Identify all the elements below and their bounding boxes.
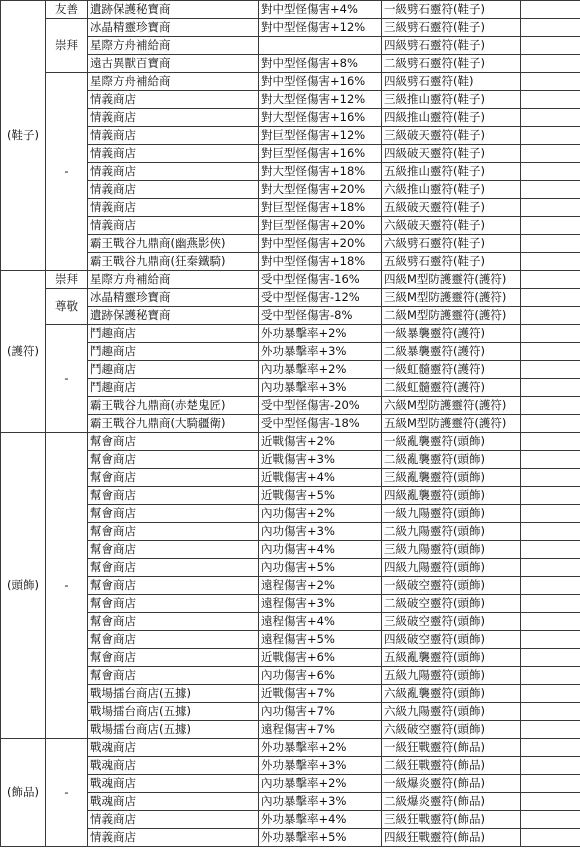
table-row — [1, 289, 580, 307]
talisman-name-cell: 一級劈石靈符(鞋子) — [382, 1, 521, 19]
shop-cell: 情義商店 — [88, 145, 259, 163]
shop-cell: 戰場擂台商店(五據) — [88, 703, 259, 721]
shop-cell: 星際方舟補給商 — [88, 37, 259, 55]
effect-cell: 對大型怪傷害+16% — [259, 109, 382, 127]
effect-cell: 遠程傷害+2% — [259, 577, 382, 595]
effect-cell: 內功暴擊率+3% — [259, 379, 382, 397]
shop-cell: 遠古異獸百寶商 — [88, 55, 259, 73]
blank-cell — [521, 487, 580, 505]
shop-cell: 冰晶精靈珍寶商 — [88, 289, 259, 307]
shop-cell: 幫會商店 — [88, 433, 259, 451]
shop-cell: 幫會商店 — [88, 631, 259, 649]
shop-cell: 情義商店 — [88, 109, 259, 127]
table-row — [1, 181, 580, 199]
blank-cell — [521, 469, 580, 487]
table-row — [1, 595, 580, 613]
shop-cell: 情義商店 — [88, 199, 259, 217]
talisman-name-cell: 二級劈石靈符(鞋子) — [382, 55, 521, 73]
effect-cell: 近戰傷害+5% — [259, 487, 382, 505]
effect-cell: 對中型怪傷害+20% — [259, 235, 382, 253]
effect-cell: 近戰傷害+2% — [259, 433, 382, 451]
shop-cell: 戰魂商店 — [88, 757, 259, 775]
table-row — [1, 109, 580, 127]
shop-cell: 情義商店 — [88, 811, 259, 829]
table-row — [1, 73, 580, 91]
blank-cell — [521, 811, 580, 829]
blank-cell — [521, 379, 580, 397]
table-row — [1, 649, 580, 667]
blank-cell — [521, 577, 580, 595]
shop-cell: 霸王戰谷九鼎商(狂秦鐵騎) — [88, 253, 259, 271]
shop-cell: 鬥趣商店 — [88, 379, 259, 397]
talisman-name-cell: 三級破天靈符(鞋子) — [382, 127, 521, 145]
table-row — [1, 451, 580, 469]
effect-cell: 對巨型怪傷害+16% — [259, 145, 382, 163]
talisman-name-cell: 四級劈石靈符(鞋) — [382, 73, 521, 91]
effect-cell: 對巨型怪傷害+20% — [259, 217, 382, 235]
talisman-name-cell: 二級亂襲靈符(頭飾) — [382, 451, 521, 469]
effect-cell: 對中型怪傷害+4% — [259, 1, 382, 19]
talisman-name-cell: 二級九陽靈符(頭飾) — [382, 523, 521, 541]
talisman-name-cell: 四級劈石靈符(鞋子) — [382, 37, 521, 55]
talisman-name-cell: 四級九陽靈符(頭飾) — [382, 559, 521, 577]
effect-cell: 近戰傷害+6% — [259, 649, 382, 667]
table-row — [1, 613, 580, 631]
shop-cell: 戰魂商店 — [88, 793, 259, 811]
blank-cell — [521, 559, 580, 577]
effect-cell: 對中型怪傷害+16% — [259, 73, 382, 91]
table-row — [1, 415, 580, 433]
talisman-name-cell: 五級推山靈符(鞋子) — [382, 163, 521, 181]
effect-cell: 近戰傷害+3% — [259, 451, 382, 469]
shop-cell: 情義商店 — [88, 181, 259, 199]
shop-cell: 幫會商店 — [88, 541, 259, 559]
blank-cell — [521, 649, 580, 667]
equipment-slot-cell: (鞋子) — [1, 1, 46, 271]
shop-cell: 鬥趣商店 — [88, 361, 259, 379]
reputation-cell: - — [46, 433, 88, 739]
table-row — [1, 37, 580, 55]
blank-cell — [521, 685, 580, 703]
table-row — [1, 577, 580, 595]
talisman-name-cell: 一級狂戰靈符(飾品) — [382, 739, 521, 757]
talisman-name-cell: 六級九陽靈符(頭飾) — [382, 703, 521, 721]
effect-cell: 對中型怪傷害+12% — [259, 19, 382, 37]
table-row — [1, 325, 580, 343]
shop-cell: 情義商店 — [88, 217, 259, 235]
table-row — [1, 505, 580, 523]
reputation-cell: 友善 — [46, 1, 88, 19]
blank-cell — [521, 361, 580, 379]
blank-cell — [521, 739, 580, 757]
table-row — [1, 685, 580, 703]
shop-cell: 星際方舟補給商 — [88, 73, 259, 91]
table-row — [1, 343, 580, 361]
table-row — [1, 559, 580, 577]
shop-cell: 幫會商店 — [88, 667, 259, 685]
shop-cell: 戰魂商店 — [88, 739, 259, 757]
effect-cell: 外功暴擊率+2% — [259, 739, 382, 757]
table-row — [1, 541, 580, 559]
table-row — [1, 127, 580, 145]
effect-cell: 對大型怪傷害+12% — [259, 91, 382, 109]
equipment-slot-cell: (護符) — [1, 271, 46, 433]
talisman-name-cell: 一級暴襲靈符(護符) — [382, 325, 521, 343]
talisman-name-cell: 六級劈石靈符(鞋子) — [382, 235, 521, 253]
talisman-name-cell: 三級M型防護靈符(護符) — [382, 289, 521, 307]
shop-cell: 情義商店 — [88, 127, 259, 145]
talisman-name-cell: 二級狂戰靈符(飾品) — [382, 757, 521, 775]
effect-cell: 對大型怪傷害+20% — [259, 181, 382, 199]
blank-cell — [521, 19, 580, 37]
blank-cell — [521, 397, 580, 415]
shop-cell: 幫會商店 — [88, 613, 259, 631]
talisman-name-cell: 二級爆炎靈符(飾品) — [382, 793, 521, 811]
talisman-name-cell: 四級推山靈符(鞋子) — [382, 109, 521, 127]
table-row — [1, 199, 580, 217]
shop-cell: 戰魂商店 — [88, 775, 259, 793]
effect-cell: 內功傷害+4% — [259, 541, 382, 559]
effect-cell: 外功暴擊率+3% — [259, 757, 382, 775]
table-row — [1, 829, 580, 847]
table-row — [1, 775, 580, 793]
talisman-name-cell: 六級M型防護靈符(護符) — [382, 397, 521, 415]
shop-cell: 情義商店 — [88, 163, 259, 181]
table-row — [1, 379, 580, 397]
table-row — [1, 739, 580, 757]
table-row — [1, 145, 580, 163]
talisman-name-cell: 一級九陽靈符(頭飾) — [382, 505, 521, 523]
talisman-name-cell: 六級破空靈符(頭飾) — [382, 721, 521, 739]
blank-cell — [521, 325, 580, 343]
talisman-name-cell: 三級亂襲靈符(頭飾) — [382, 469, 521, 487]
talisman-name-cell: 四級亂襲靈符(頭飾) — [382, 487, 521, 505]
talisman-name-cell: 一級亂襲靈符(頭飾) — [382, 433, 521, 451]
blank-cell — [521, 775, 580, 793]
table-row — [1, 91, 580, 109]
shop-cell: 幫會商店 — [88, 505, 259, 523]
table-row — [1, 703, 580, 721]
shop-cell: 幫會商店 — [88, 469, 259, 487]
equipment-slot-cell: (頭飾) — [1, 433, 46, 739]
effect-cell: 遠程傷害+3% — [259, 595, 382, 613]
effect-cell: 近戰傷害+7% — [259, 685, 382, 703]
blank-cell — [521, 127, 580, 145]
talisman-name-cell: 二級暴襲靈符(護符) — [382, 343, 521, 361]
table-row — [1, 757, 580, 775]
effect-cell: 內功暴擊率+3% — [259, 793, 382, 811]
effect-cell: 遠程傷害+4% — [259, 613, 382, 631]
effect-cell — [259, 37, 382, 55]
blank-cell — [521, 451, 580, 469]
effect-cell: 受中型怪傷害-20% — [259, 397, 382, 415]
shop-cell: 幫會商店 — [88, 523, 259, 541]
blank-cell — [521, 55, 580, 73]
table-row — [1, 811, 580, 829]
table-row — [1, 469, 580, 487]
talisman-name-cell: 二級虹髓靈符(護符) — [382, 379, 521, 397]
shop-cell: 幫會商店 — [88, 577, 259, 595]
blank-cell — [521, 37, 580, 55]
shop-cell: 幫會商店 — [88, 451, 259, 469]
table-row — [1, 361, 580, 379]
shop-cell: 情義商店 — [88, 91, 259, 109]
effect-cell: 受中型怪傷害-18% — [259, 415, 382, 433]
blank-cell — [521, 109, 580, 127]
shop-cell: 鬥趣商店 — [88, 325, 259, 343]
effect-cell: 內功暴擊率+2% — [259, 361, 382, 379]
blank-cell — [521, 667, 580, 685]
blank-cell — [521, 91, 580, 109]
blank-cell — [521, 271, 580, 289]
blank-cell — [521, 523, 580, 541]
talisman-name-cell: 二級M型防護靈符(護符) — [382, 307, 521, 325]
blank-cell — [521, 631, 580, 649]
talisman-name-cell: 五級M型防護靈符(護符) — [382, 415, 521, 433]
shop-cell: 鬥趣商店 — [88, 343, 259, 361]
talisman-name-cell: 三級九陽靈符(頭飾) — [382, 541, 521, 559]
talisman-name-cell: 三級劈石靈符(鞋子) — [382, 19, 521, 37]
blank-cell — [521, 757, 580, 775]
shop-cell: 戰場擂台商店(五據) — [88, 685, 259, 703]
table-row — [1, 271, 580, 289]
table-row — [1, 721, 580, 739]
blank-cell — [521, 595, 580, 613]
effect-cell: 近戰傷害+4% — [259, 469, 382, 487]
talisman-name-cell: 六級亂襲靈符(頭飾) — [382, 685, 521, 703]
table-row — [1, 631, 580, 649]
blank-cell — [521, 199, 580, 217]
effect-cell: 外功暴擊率+4% — [259, 811, 382, 829]
effect-cell: 受中型怪傷害-8% — [259, 307, 382, 325]
reputation-cell: - — [46, 73, 88, 271]
talisman-name-cell: 三級推山靈符(鞋子) — [382, 91, 521, 109]
blank-cell — [521, 415, 580, 433]
talisman-name-cell: 四級M型防護靈符(護符) — [382, 271, 521, 289]
blank-cell — [521, 181, 580, 199]
shop-cell: 星際方舟補給商 — [88, 271, 259, 289]
table-row — [1, 523, 580, 541]
shop-cell: 霸王戰谷九鼎商(赤楚鬼匠) — [88, 397, 259, 415]
table-row — [1, 19, 580, 37]
talisman-name-cell: 三級破空靈符(頭飾) — [382, 613, 521, 631]
blank-cell — [521, 217, 580, 235]
effect-cell: 內功傷害+5% — [259, 559, 382, 577]
shop-cell: 遺跡保護秘寶商 — [88, 307, 259, 325]
talisman-name-cell: 五級亂襲靈符(頭飾) — [382, 649, 521, 667]
effect-cell: 內功傷害+2% — [259, 505, 382, 523]
effect-cell: 受中型怪傷害-16% — [259, 271, 382, 289]
blank-cell — [521, 793, 580, 811]
blank-cell — [521, 433, 580, 451]
blank-cell — [521, 829, 580, 847]
table-row — [1, 163, 580, 181]
table-row — [1, 55, 580, 73]
talisman-name-cell: 五級九陽靈符(頭飾) — [382, 667, 521, 685]
table-row — [1, 307, 580, 325]
table-row — [1, 253, 580, 271]
talisman-name-cell: 四級狂戰靈符(飾品) — [382, 829, 521, 847]
effect-cell: 外功暴擊率+2% — [259, 325, 382, 343]
talisman-name-cell: 四級破空靈符(頭飾) — [382, 631, 521, 649]
table-row — [1, 217, 580, 235]
blank-cell — [521, 235, 580, 253]
reputation-cell: 崇拜 — [46, 271, 88, 289]
talisman-name-cell: 六級推山靈符(鞋子) — [382, 181, 521, 199]
talisman-name-cell: 六級破天靈符(鞋子) — [382, 217, 521, 235]
effect-cell: 遠程傷害+7% — [259, 721, 382, 739]
blank-cell — [521, 307, 580, 325]
effect-cell: 內功傷害+6% — [259, 667, 382, 685]
reputation-cell: - — [46, 739, 88, 847]
effect-cell: 外功暴擊率+3% — [259, 343, 382, 361]
effect-cell: 受中型怪傷害-12% — [259, 289, 382, 307]
effect-cell: 遠程傷害+5% — [259, 631, 382, 649]
effect-cell: 外功暴擊率+5% — [259, 829, 382, 847]
shop-cell: 幫會商店 — [88, 649, 259, 667]
shop-cell: 情義商店 — [88, 829, 259, 847]
shop-cell: 遺跡保護秘寶商 — [88, 1, 259, 19]
shop-cell: 幫會商店 — [88, 487, 259, 505]
table-row — [1, 487, 580, 505]
shop-cell: 幫會商店 — [88, 559, 259, 577]
shop-cell: 戰場擂台商店(五據) — [88, 721, 259, 739]
effect-cell: 對中型怪傷害+8% — [259, 55, 382, 73]
effect-cell: 內功傷害+7% — [259, 703, 382, 721]
reputation-cell: - — [46, 325, 88, 433]
blank-cell — [521, 343, 580, 361]
table-row — [1, 1, 580, 19]
blank-cell — [521, 73, 580, 91]
blank-cell — [521, 1, 580, 19]
shop-cell: 冰晶精靈珍寶商 — [88, 19, 259, 37]
effect-cell: 對巨型怪傷害+12% — [259, 127, 382, 145]
blank-cell — [521, 721, 580, 739]
blank-cell — [521, 613, 580, 631]
reputation-cell: 崇拜 — [46, 19, 88, 73]
talisman-name-cell: 一級破空靈符(頭飾) — [382, 577, 521, 595]
table-row — [1, 397, 580, 415]
effect-cell: 內功傷害+3% — [259, 523, 382, 541]
effect-cell: 對中型怪傷害+18% — [259, 253, 382, 271]
table-row — [1, 667, 580, 685]
table-row — [1, 433, 580, 451]
talisman-name-cell: 二級破空靈符(頭飾) — [382, 595, 521, 613]
effect-cell: 對大型怪傷害+18% — [259, 163, 382, 181]
table-row — [1, 235, 580, 253]
effect-cell: 內功暴擊率+2% — [259, 775, 382, 793]
talisman-name-cell: 五級破天靈符(鞋子) — [382, 199, 521, 217]
talisman-name-cell: 四級破天靈符(鞋子) — [382, 145, 521, 163]
blank-cell — [521, 703, 580, 721]
shop-cell: 霸王戰谷九鼎商(大騎疆衛) — [88, 415, 259, 433]
talisman-name-cell: 五級劈石靈符(鞋子) — [382, 253, 521, 271]
effect-cell: 對巨型怪傷害+18% — [259, 199, 382, 217]
shop-cell: 幫會商店 — [88, 595, 259, 613]
blank-cell — [521, 541, 580, 559]
reputation-cell: 尊敬 — [46, 289, 88, 325]
blank-cell — [521, 163, 580, 181]
talisman-name-cell: 一級爆炎靈符(飾品) — [382, 775, 521, 793]
talisman-name-cell: 三級狂戰靈符(飾品) — [382, 811, 521, 829]
blank-cell — [521, 289, 580, 307]
equipment-slot-cell: (飾品) — [1, 739, 46, 847]
blank-cell — [521, 505, 580, 523]
blank-cell — [521, 253, 580, 271]
talisman-name-cell: 一級虹髓靈符(護符) — [382, 361, 521, 379]
shop-cell: 霸王戰谷九鼎商(幽燕影俠) — [88, 235, 259, 253]
blank-cell — [521, 145, 580, 163]
table-row — [1, 793, 580, 811]
